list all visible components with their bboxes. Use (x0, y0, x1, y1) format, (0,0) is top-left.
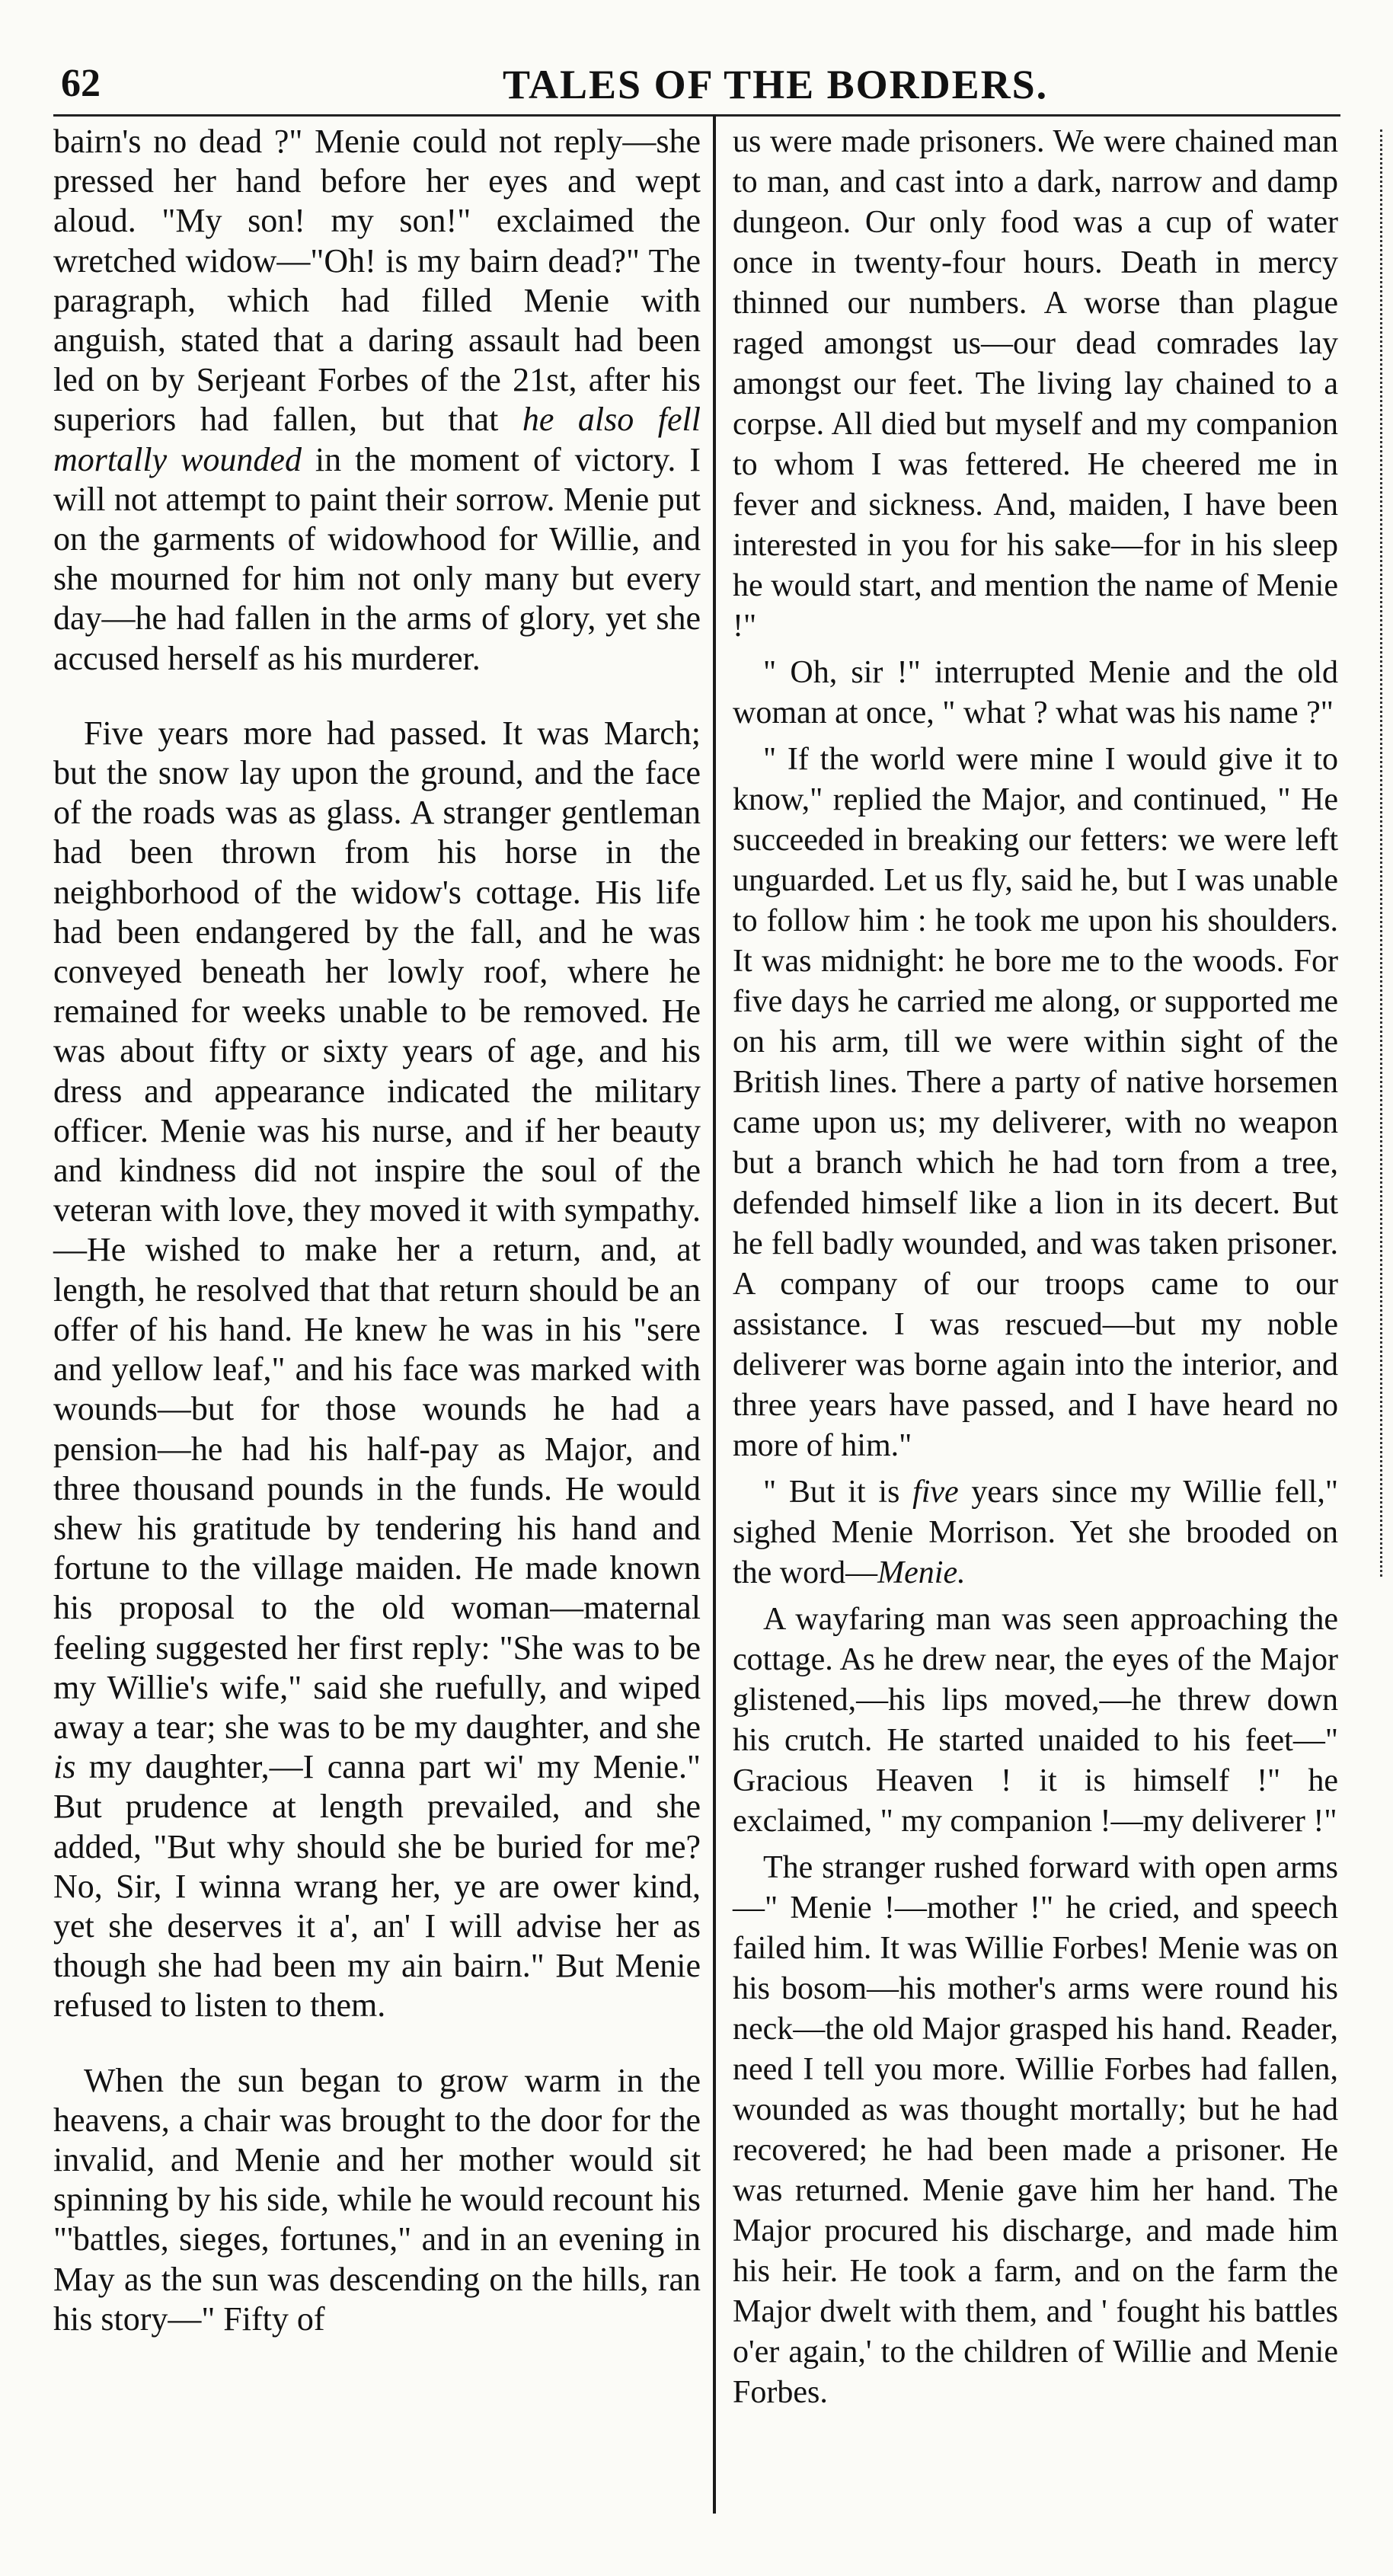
paragraph: When the sun began to grow warm in the heavens, a chair was brought to the door for the invalid, and Menie and her mother would sit spinning by his side, while he would recount his "'battles, sieges, fortunes," and in an evening in May as the sun was descending on the hills, ran his story—" Fifty of (53, 2061, 701, 2338)
running-title: TALES OF THE BORDERS. (503, 62, 1049, 107)
paragraph: bairn's no dead ?" Menie could not reply—she pressed her hand before her eyes and wept aloud. "My son! my son!" exclaimed the wretched widow—"Oh! is my bairn dead?" The paragraph, which had filled Menie with anguish, stated that a daring assault had been led on by Serjeant Forbes of the 21st, after his superiors had fallen, but that he also fell mortally wounded in the moment of victory. I will not attempt to paint their sorrow. Menie put on the garments of widowhood for Willie, and she mourned for him not only many but every day—he had fallen in the arms of glory, yet she accused herself as his murderer. (53, 123, 701, 677)
paragraph: " Oh, sir !" interrupted Menie and the old woman at once, " what ? what was his name ?" (733, 655, 1338, 730)
emphasis: is (53, 1748, 76, 1786)
header-rule (53, 114, 1340, 117)
emphasis: he also fell mortally wounded (53, 401, 701, 478)
page-header (46, 61, 1371, 114)
emphasis: five (912, 1475, 959, 1510)
paragraph: " But it is five years since my Willie fell," sighed Menie Morrison. Yet she brooded on the word—Menie. (733, 1475, 1338, 1590)
column-divider (713, 114, 716, 2514)
paragraph: A wayfaring man was seen approaching the cottage. As he drew near, the eyes of the Major glistened,—his lips moved,—he threw down his crutch. He started unaided to his feet—" Gracious Heaven ! it is himself !" he exclaimed, " my companion !—my deliverer !" (733, 1602, 1338, 1839)
paragraph: The stranger rushed forward with open arms—" Menie !—mother !" he cried, and speech failed him. It was Willie Forbes! Menie was on his bosom—his mother's arms were round his neck—the old Major grasped his hand. Reader, need I tell you more. Willie Forbes had fallen, wounded as was thought mortally; but he had recovered; he had been made a prisoner. He was returned. Menie gave him her hand. The Major procured his discharge, and made him his heir. He took a farm, and on the farm the Major dwelt with them, and ' fought his battles o'er again,' to the children of Willie and Menie Forbes. (733, 1850, 1338, 2410)
page-edge-noise (1357, 129, 1382, 1577)
page-number: 62 (61, 62, 101, 105)
emphasis: Menie. (877, 1555, 966, 1590)
paragraph: us were made prisoners. We were chained man to man, and cast into a dark, narrow and damp dungeon. Our only food was a cup of water once in twenty-four hours. Death in mercy thinned our numbers. A worse than plague raged amongst us—our dead comrades lay amongst our feet. The living lay chained to a corpse. All died but myself and my companion to whom I was fettered. He cheered me in fever and sickness. And, maiden, I have been interested in you for his sake—for in his sleep he would start, and mention the name of Menie !" (733, 124, 1338, 644)
paragraph: Five years more had passed. It was March; but the snow lay upon the ground, and the face of the roads was as glass. A stranger gentleman had been thrown from his horse in the neighborhood of the widow's cottage. His life had been endangered by the fall, and he was conveyed beneath her lowly roof, where he remained for weeks unable to be removed. He was about fifty or sixty years of age, and his dress and appearance indicated the military officer. Menie was his nurse, and if her beauty and kindness did not inspire the soul of the veteran with love, they moved it with sympathy.—He wished to make her a return, and, at length, he resolved that that return should be an offer of his hand. He knew he was in his "sere and yellow leaf," and his face was marked with wounds—but for those wounds he had a pension—he had his half-pay as Major, and three thousand pounds in the funds. He would shew his gratitude by tendering his hand and fortune to the village maiden. He made known his proposal to the old woman—maternal feeling suggested her first reply: "She was to be my Willie's wife," said she ruefully, and wiped away a tear; she was to be my daughter, and she is my daughter,—I canna part wi' my Menie." But prudence at length prevailed, and she added, "But why should she be buried for me? No, Sir, I winna wrang her, ye are ower kind, yet she deserves it a', an' I will advise her as though she had been my ain bairn." But Menie refused to listen to them. (53, 714, 701, 2025)
paragraph: " If the world were mine I would give it to know," replied the Major, and continued, " He succeeded in breaking our fetters: we were left unguarded. Let us fly, said he, but I was unable to follow him : he took me upon his shoulders. It was midnight: he bore me to the woods. For five days he carried me along, or supported me on his arm, till we were within sight of the British lines. There a party of native horsemen came upon us; my deliverer, with no weapon but a branch which he had torn from a tree, defended himself like a lion in its decert. But he fell badly wounded, and was taken prisoner. A company of our troops came to our assistance. I was rescued—but my noble deliverer was borne again into the interior, and three years have passed, and I have heard no more of him." (733, 742, 1338, 1463)
left-column (53, 122, 701, 2339)
right-column (733, 122, 1338, 2413)
